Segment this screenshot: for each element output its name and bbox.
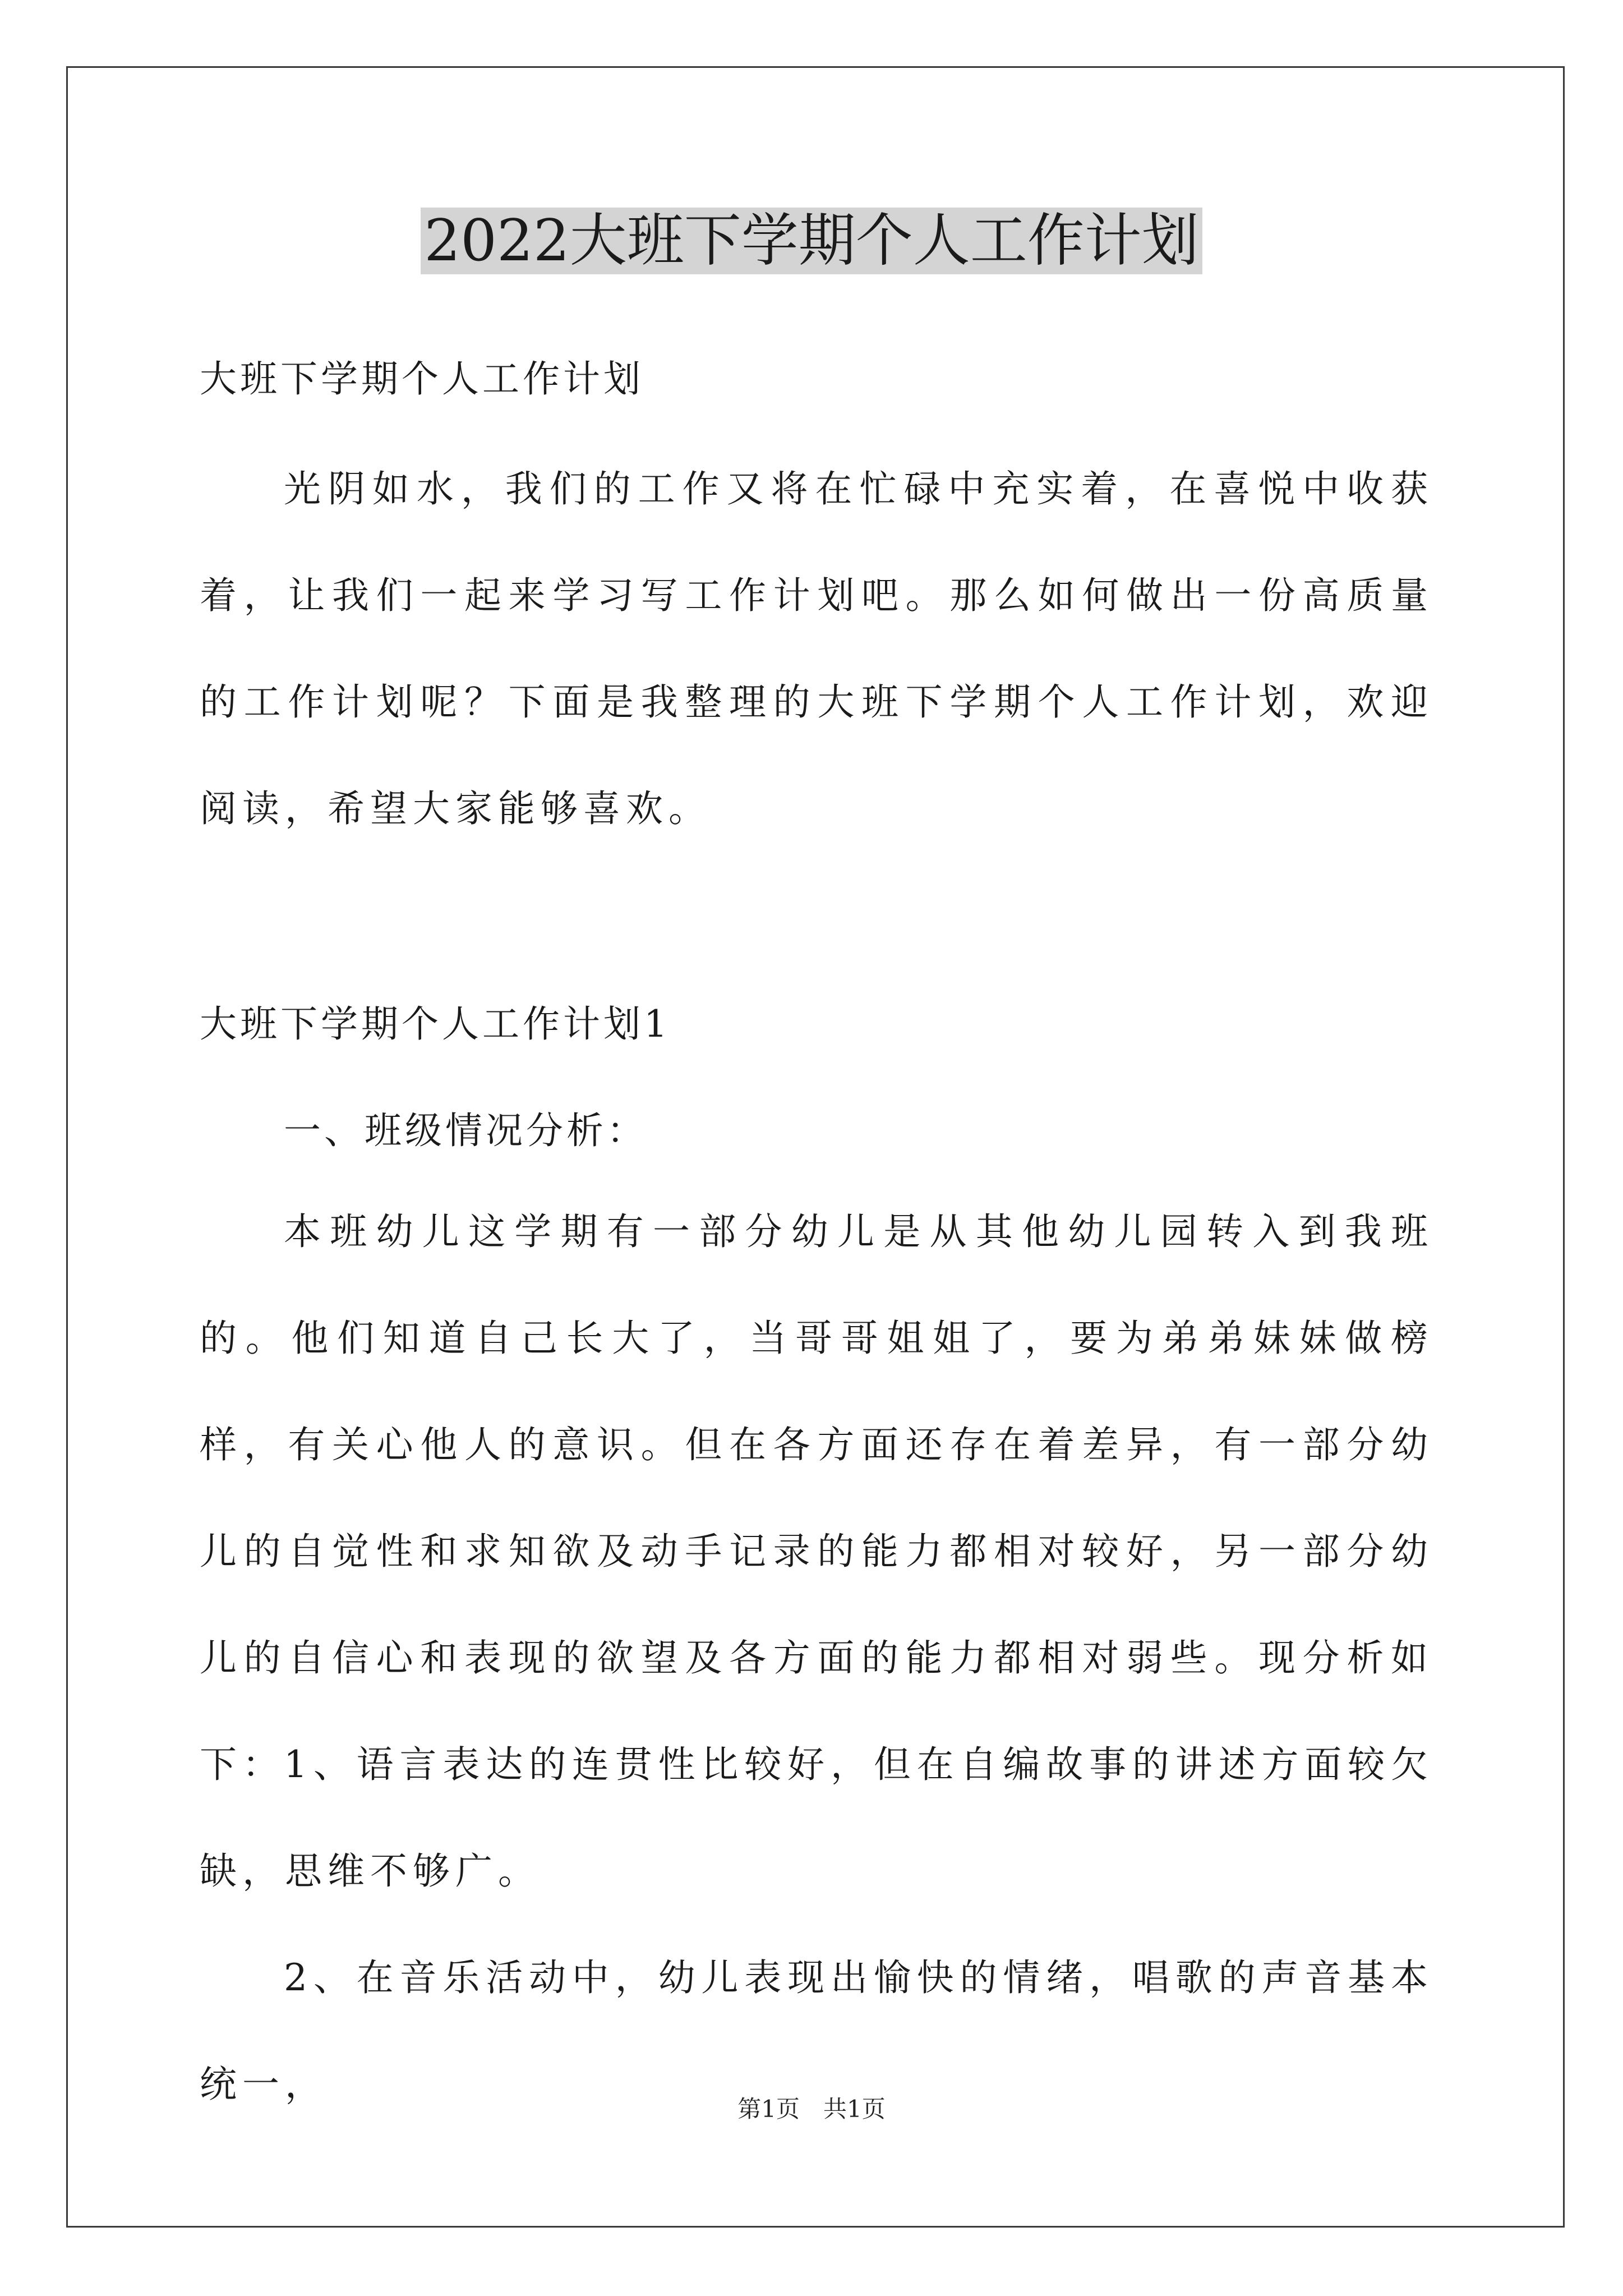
page-footer: 第1页 共1页 (737, 2095, 886, 2123)
document-title-text: 2022大班下学期个人工作计划 (421, 208, 1202, 274)
document-subtitle: 大班下学期个人工作计划 (200, 357, 644, 401)
list-item-1: 1、语言表达的连贯性比较好，但在自编故事的讲述方面较欠缺，思维不够广。 (200, 1743, 1433, 1893)
list-item-2: 2、在音乐活动中，幼儿表现出愉快的情绪，唱歌的声音基本统一， (200, 1956, 1433, 2106)
section-heading: 大班下学期个人工作计划1 (200, 1002, 671, 1046)
analysis-paragraph: 本班幼儿这学期有一部分幼儿是从其他幼儿园转入到我班的。他们知道自己长大了，当哥哥姐姐了，要为弟弟妹妹做榜样，有关心他人的意识。但在各方面还存在着差异，有一部分幼儿的自觉性和求知欲及动手记录的能力都相对较好，另一部分幼儿的自信心和表现的欲望及各方面的能力都相对弱些。现分析如下： (200, 1210, 1433, 1786)
part-heading: 一、班级情况分析： (284, 1109, 647, 1152)
document-title (0, 199, 1623, 283)
intro-paragraph: 光阴如水，我们的工作又将在忙碌中充实着，在喜悦中收获着，让我们一起来学习写工作计划吧。那么如何做出一份高质量的工作计划呢？下面是我整理的大班下学期个人工作计划，欢迎阅读，希望大家能够喜欢。 (200, 467, 1433, 830)
